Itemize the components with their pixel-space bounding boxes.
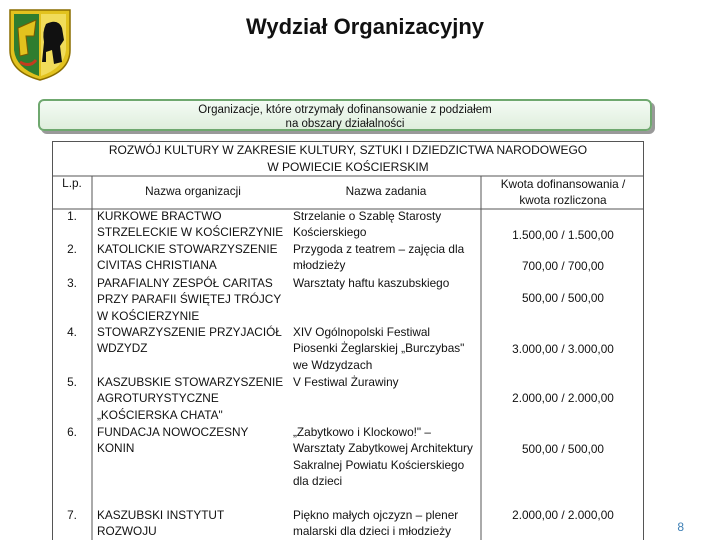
row-5-org: [97, 374, 289, 423]
row-6-task-line: „Zabytkowo i Klockowo!" –: [293, 425, 431, 439]
row-1-org-line: STRZELECKIE W KOŚCIERZYNIE: [97, 225, 284, 240]
row-7-lp: 7.: [67, 508, 77, 522]
row-1-amount: 1.500,00 / 1.500,00: [512, 228, 614, 242]
row-3-lp: 3.: [67, 276, 77, 290]
page-title: Wydział Organizacyjny: [245, 14, 484, 39]
crest-icon: [6, 6, 74, 82]
row-5-task: [293, 374, 479, 390]
row-6-task-line: dla dzieci: [293, 473, 343, 488]
row-5-org-line: AGROTURYSTYCZNE: [97, 391, 219, 406]
row-4-task-line: XIV Ogólnopolski Festiwal: [293, 325, 431, 339]
row-4-task-line: we Wdzydzach: [293, 357, 373, 372]
row-3-org-line: PARAFIALNY ZESPÓŁ CARITAS: [97, 276, 273, 290]
row-2-org: [97, 241, 289, 274]
col-header-lp: L.p.: [62, 176, 82, 190]
row-5-lp: 5.: [67, 375, 77, 389]
row-7-org-line: KASZUBSKI INSTYTUT: [97, 508, 225, 522]
row-1-lp: 1.: [67, 209, 77, 223]
row-6-task-line: Warsztaty Zabytkowej Architektury: [293, 441, 473, 456]
row-6-org-line: FUNDACJA NOWOCZESNY: [97, 425, 249, 439]
row-2-lp: 2.: [67, 242, 77, 256]
row-4-lp: 4.: [67, 325, 77, 339]
page-number: 8: [677, 520, 684, 534]
row-2-task-line: młodzieży: [293, 258, 346, 273]
col-header-org: Nazwa organizacji: [145, 184, 241, 198]
section-banner: [38, 99, 652, 131]
row-6-task: [293, 424, 479, 489]
row-4-amount: 3.000,00 / 3.000,00: [512, 342, 614, 356]
col-header-amount-line-2: kwota rozliczona: [519, 193, 607, 207]
row-2-org-line: CIVITAS CHRISTIANA: [97, 258, 217, 273]
row-6-lp: 6.: [67, 425, 77, 439]
row-5-org-line: „KOŚCIERSKA CHATA": [97, 407, 223, 422]
row-7-task-line: Piękno małych ojczyzn – plener: [293, 508, 459, 522]
row-7-task-line: malarski dla dzieci i młodzieży: [293, 524, 451, 539]
row-3-task: [293, 275, 479, 291]
banner-line-1: Organizacje, które otrzymały dofinansowanie z podziałem: [198, 104, 492, 116]
row-6-org: [97, 424, 289, 457]
row-1-org: [97, 208, 289, 241]
row-4-org-line: WDZYDZ: [97, 341, 148, 356]
row-7-org: [97, 507, 289, 540]
col-header-amount-line-1: Kwota dofinansowania /: [500, 177, 626, 191]
row-6-task-line: Sakralnej Powiatu Kościerskiego: [293, 457, 465, 472]
section-title-line-1: ROZWÓJ KULTURY W ZAKRESIE KULTURY, SZTUKI I DZIEDZICTWA NARODOWEGO: [108, 143, 588, 157]
row-3-org-line: W KOŚCIERZYNIE: [97, 308, 200, 323]
col-header-task: Nazwa zadania: [345, 184, 427, 198]
row-1-task-line: Strzelanie o Szablę Starosty: [293, 209, 442, 223]
section-title: [52, 142, 644, 175]
row-2-org-line: KATOLICKIE STOWARZYSZENIE: [97, 242, 278, 256]
row-4-org: [97, 324, 289, 357]
row-5-amount: 2.000,00 / 2.000,00: [512, 391, 614, 405]
row-1-task: [293, 208, 479, 241]
section-title-line-2: W POWIECIE KOŚCIERSKIM: [267, 159, 429, 174]
row-3-task-line: Warsztaty haftu kaszubskiego: [293, 276, 450, 290]
row-7-amount: 2.000,00 / 2.000,00: [512, 508, 614, 522]
row-7-task: [293, 507, 479, 540]
row-3-amount: 500,00 / 500,00: [522, 291, 604, 305]
row-5-org-line: KASZUBSKIE STOWARZYSZENIE: [97, 375, 284, 389]
row-2-amount: 700,00 / 700,00: [522, 259, 604, 273]
row-6-amount: 500,00 / 500,00: [522, 442, 604, 456]
row-6-org-line: KONIN: [97, 441, 135, 456]
row-3-org-line: PRZY PARAFII ŚWIĘTEJ TRÓJCY: [97, 292, 282, 307]
col-header-amount: [482, 176, 644, 208]
row-5-task-line: V Festiwal Żurawiny: [293, 375, 399, 389]
row-4-org-line: STOWARZYSZENIE PRZYJACIÓŁ: [97, 325, 282, 339]
row-3-org: [97, 275, 289, 324]
row-4-task-line: Piosenki Żeglarskiej „Burczybas": [293, 341, 465, 356]
banner-line-2: na obszary działalności: [285, 118, 405, 130]
row-4-task: [293, 324, 479, 373]
row-7-org-line: ROZWOJU: [97, 524, 157, 539]
row-1-org-line: KURKOWE BRACTWO: [97, 209, 222, 223]
row-1-task-line: Kościerskiego: [293, 225, 367, 240]
row-2-task: [293, 241, 479, 274]
row-2-task-line: Przygoda z teatrem – zajęcia dla: [293, 242, 465, 256]
